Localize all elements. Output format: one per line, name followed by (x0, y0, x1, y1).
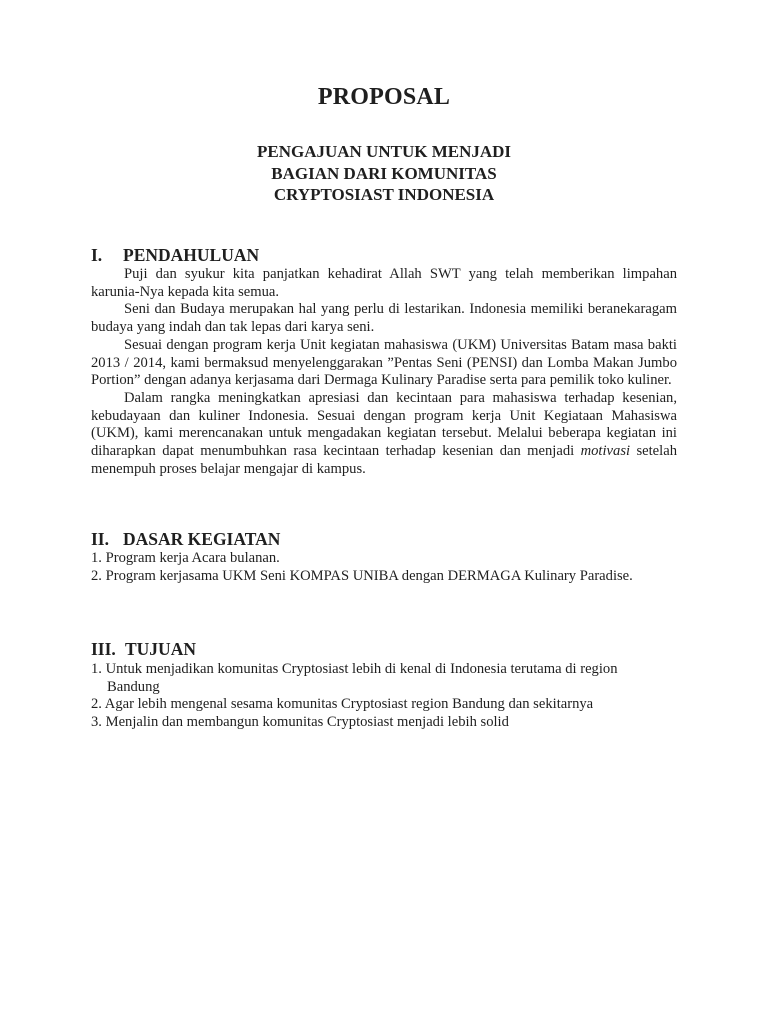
section-body-pendahuluan (91, 266, 677, 478)
paragraph (91, 390, 677, 479)
paragraph-text: Dalam rangka meningkatkan apresiasi dan kecintaan para mahasiswa terhadap kesenian, kebudayaan dan kuliner Indonesia. Sesuai dengan program kerja Unit Kegiataan Mahasiswa (UKM), kami merencanakan untuk mengadakan kegiatan tersebut. Melalui beberapa kegiatan ini diharapkan dapat menumbuhkan rasa kecintaan terhadap kesenian dan menjadi (91, 389, 677, 460)
list-item: 2. Program kerjasama UKM Seni KOMPAS UNIBA dengan DERMAGA Kulinary Paradise. (91, 567, 633, 584)
list-item: 2. Agar lebih mengenal sesama komunitas Cryptosiast region Bandung dan sekitarnya (91, 696, 594, 713)
section-number: III. (91, 639, 116, 659)
section-title: PENDAHULUAN (123, 245, 260, 265)
section-title: DASAR KEGIATAN (123, 529, 281, 549)
section-body-dasar-kegiatan (91, 550, 677, 585)
list-item: 1. Program kerja Acara bulanan. (91, 550, 280, 566)
paragraph: Seni dan Budaya merupakan hal yang perlu di lestarikan. Indonesia memiliki beranekaragam budaya yang indah dan tak lepas dari karya seni. (91, 301, 677, 336)
section-title: TUJUAN (125, 639, 196, 659)
document-title: PROPOSAL (317, 84, 451, 110)
section-heading-dasar-kegiatan (91, 529, 280, 550)
section-number: I. (91, 245, 103, 265)
list-item: 1. Untuk menjadikan komunitas Cryptosiast lebih di kenal di Indonesia terutama di region Bandung (91, 661, 618, 695)
subtitle-line: PENGAJUAN UNTUK MENJADI (256, 142, 512, 161)
section-heading-tujuan (91, 639, 196, 660)
section-body-tujuan (91, 661, 651, 732)
subtitle-line: CRYPTOSIAST INDONESIA (273, 185, 495, 204)
list-item: 3. Menjalin dan membangun komunitas Cryptosiast menjadi lebih solid (91, 714, 509, 731)
section-heading-pendahuluan (91, 245, 259, 266)
emphasized-text: motivasi (580, 443, 631, 460)
paragraph-text: setelah menempuh proses belajar mengajar di kampus. (91, 443, 677, 477)
subtitle-line: BAGIAN DARI KOMUNITAS (271, 163, 497, 183)
document-subtitle (0, 141, 768, 206)
paragraph: Sesuai dengan program kerja Unit kegiatan mahasiswa (UKM) Universitas Batam masa bakti 2013 / 2014, kami bermaksud menyelenggarakan ”Pentas Seni (PENSI) dan Lomba Makan Jumbo Portion” dengan adanya kerjasama dari Dermaga Kulinary Paradise serta para pemilik toko kuliner. (91, 336, 677, 389)
paragraph: Puji dan syukur kita panjatkan kehadirat Allah SWT yang telah memberikan limpahan karunia-Nya kepada kita semua. (91, 266, 677, 300)
section-number: II. (91, 529, 109, 549)
